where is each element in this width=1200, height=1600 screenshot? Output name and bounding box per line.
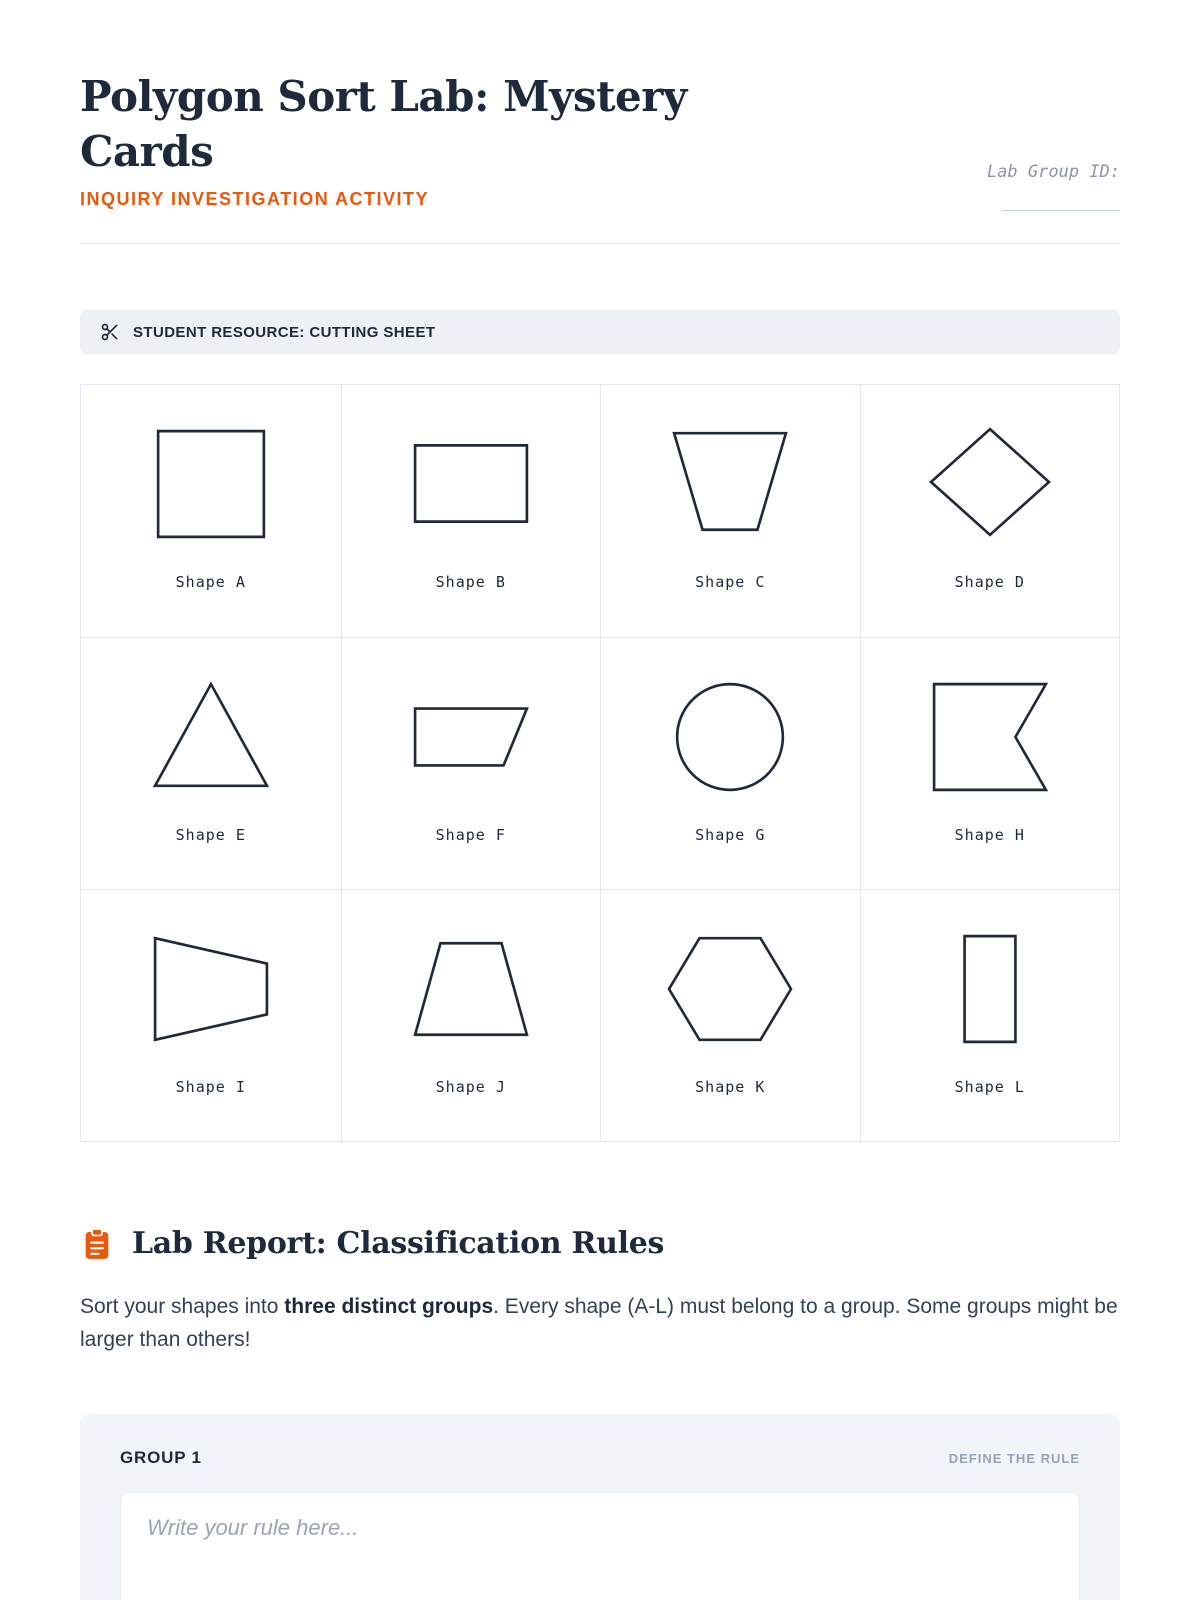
shape-card-h: [860, 637, 1120, 889]
shape-card-a: [81, 385, 341, 637]
lab-group-id-write-line: [1002, 210, 1120, 211]
right-trapezoid-icon: [386, 676, 556, 798]
shape-label-i: Shape I: [175, 1078, 246, 1096]
header-divider: [80, 243, 1120, 244]
shape-label-l: Shape L: [954, 1078, 1025, 1096]
group-1-rule-input[interactable]: [120, 1492, 1080, 1600]
shape-label-h: Shape H: [954, 826, 1025, 844]
trapezoid-icon: [386, 928, 556, 1050]
instructions-pre: Sort your shapes into: [80, 1295, 285, 1318]
group-1-name: GROUP 1: [120, 1448, 202, 1468]
instructions-bold: three distinct groups: [284, 1295, 494, 1318]
activity-subtitle: INQUIRY INVESTIGATION ACTIVITY: [80, 189, 430, 210]
rectangle-icon: [386, 423, 556, 545]
shape-card-l: [860, 889, 1120, 1141]
shape-label-k: Shape K: [695, 1078, 766, 1096]
header: [80, 70, 1120, 211]
shape-card-grid: [80, 384, 1120, 1142]
square-icon: [126, 423, 296, 545]
group-1-rule-label: DEFINE THE RULE: [948, 1450, 1080, 1466]
shape-card-g: [600, 637, 860, 889]
scissors-icon: [100, 322, 120, 342]
shape-label-j: Shape J: [435, 1078, 506, 1096]
circle-icon: [645, 676, 815, 798]
shape-card-i: [81, 889, 341, 1141]
hexagon-icon: [645, 928, 815, 1050]
lab-group-id-label: Lab Group ID:: [986, 162, 1120, 182]
shape-label-e: Shape E: [175, 826, 246, 844]
diamond-icon: [905, 423, 1075, 545]
cutting-sheet-banner-title: STUDENT RESOURCE: CUTTING SHEET: [133, 323, 436, 341]
shape-card-k: [600, 889, 860, 1141]
lab-report-title: Lab Report: Classification Rules: [132, 1226, 665, 1261]
instructions-post: . Every shape (A-L) must belong to a group. Some groups might be larger than others!: [80, 1295, 1118, 1351]
header-left: [80, 70, 760, 211]
shape-label-g: Shape G: [695, 826, 766, 844]
page-title: Polygon Sort Lab: Mystery Cards: [80, 72, 687, 176]
instructions-paragraph: [80, 1291, 1120, 1356]
clipboard-icon: [80, 1227, 114, 1261]
inverted-trapezoid-icon: [645, 423, 815, 545]
lab-report-heading: [80, 1226, 1120, 1261]
shape-card-j: [341, 889, 601, 1141]
shape-card-e: [81, 637, 341, 889]
cutting-sheet-banner: [80, 310, 1120, 354]
shape-card-b: [341, 385, 601, 637]
group-1-header: [120, 1448, 1080, 1468]
tall-rectangle-icon: [905, 928, 1075, 1050]
group-1-card: [80, 1414, 1120, 1600]
notched-banner-icon: [905, 676, 1075, 798]
shape-label-d: Shape D: [954, 573, 1025, 591]
shape-label-c: Shape C: [695, 573, 766, 591]
shape-card-c: [600, 385, 860, 637]
shape-label-f: Shape F: [435, 826, 506, 844]
shape-card-f: [341, 637, 601, 889]
shape-label-a: Shape A: [175, 573, 246, 591]
side-trapezoid-icon: [126, 928, 296, 1050]
triangle-icon: [126, 676, 296, 798]
lab-group-id-block: [950, 70, 1120, 211]
shape-card-d: [860, 385, 1120, 637]
shape-label-b: Shape B: [435, 573, 506, 591]
